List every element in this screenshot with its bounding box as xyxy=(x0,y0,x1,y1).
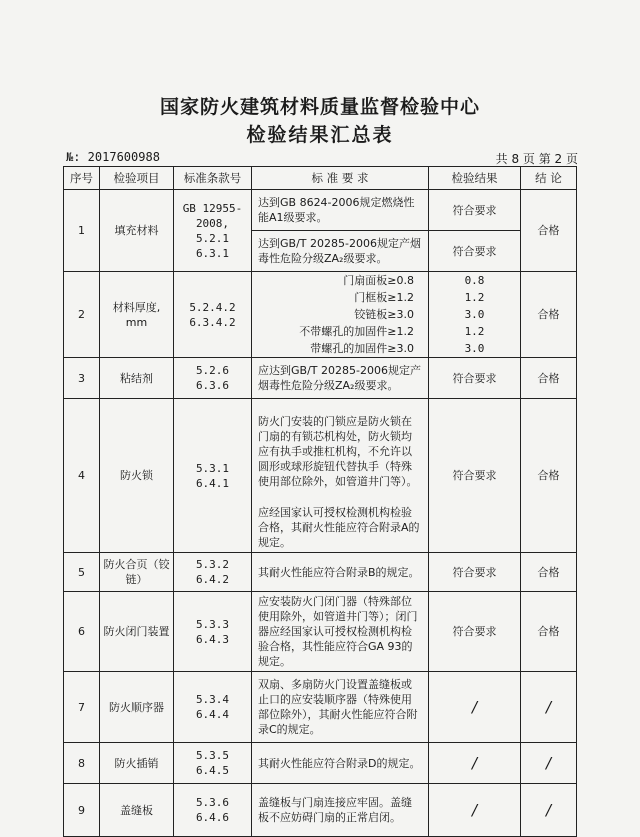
row-number: 6 xyxy=(64,592,100,672)
document-number: №: 2017600988 xyxy=(66,150,160,164)
row-number: 5 xyxy=(64,553,100,592)
col-header-result: 检验结果 xyxy=(429,167,521,190)
conclusion: 合格 xyxy=(521,190,577,272)
row-number: 3 xyxy=(64,358,100,399)
row-number: 4 xyxy=(64,399,100,553)
test-result: 符合要求 xyxy=(429,231,521,272)
requirement: 其耐火性能应符合附录B的规定。 xyxy=(252,553,429,592)
conclusion: / xyxy=(521,672,577,743)
col-header-item: 检验项目 xyxy=(100,167,174,190)
test-result: 符合要求 xyxy=(429,553,521,592)
standard-clause: 5.3.2 6.4.2 xyxy=(174,553,252,592)
standard-clause: 5.2.6 6.3.6 xyxy=(174,358,252,399)
table-row xyxy=(64,553,577,592)
table-row xyxy=(64,358,577,399)
standard-clause: 5.3.6 6.4.6 xyxy=(174,784,252,837)
table-row xyxy=(64,592,577,672)
test-item: 填充材料 xyxy=(100,190,174,272)
test-item: 防火闭门装置 xyxy=(100,592,174,672)
test-result: 符合要求 xyxy=(429,592,521,672)
test-item: 防火合页（铰链） xyxy=(100,553,174,592)
test-item: 防火插销 xyxy=(100,743,174,784)
test-item: 盖缝板 xyxy=(100,784,174,837)
test-result: 符合要求 xyxy=(429,399,521,553)
test-result: / xyxy=(429,784,521,837)
requirement: 达到GB/T 20285-2006规定产烟毒性危险分级ZA₂级要求。 xyxy=(252,231,429,272)
requirement: 应经国家认可授权检测机构检验合格，其耐火性能应符合附录A的规定。 xyxy=(252,503,429,553)
test-result: 符合要求 xyxy=(429,190,521,231)
test-result: 3.0 xyxy=(429,306,521,323)
requirement: 防火门安装的门锁应是防火锁在门扇的有锁芯机构处，防火锁均应有执手或推杠机构，不允许以圆形或球形旋钮代替执手（特殊使用部位除外，如管道井门等）。 xyxy=(252,399,429,504)
row-number: 1 xyxy=(64,190,100,272)
standard-clause: 5.3.5 6.4.5 xyxy=(174,743,252,784)
requirement: 不带螺孔的加固件≥1.2 xyxy=(252,323,429,340)
col-header-conclusion: 结 论 xyxy=(521,167,577,190)
test-result: 3.0 xyxy=(429,340,521,358)
report-subtitle: 检验结果汇总表 xyxy=(246,124,394,146)
conclusion: 合格 xyxy=(521,553,577,592)
test-item: 粘结剂 xyxy=(100,358,174,399)
col-header-clause: 标准条款号 xyxy=(174,167,252,190)
conclusion: 合格 xyxy=(521,272,577,358)
requirement: 门框板≥1.2 xyxy=(252,289,429,306)
conclusion: 合格 xyxy=(521,358,577,399)
test-result: 符合要求 xyxy=(429,358,521,399)
test-item: 防火锁 xyxy=(100,399,174,553)
table-row xyxy=(64,784,577,837)
test-result: / xyxy=(429,672,521,743)
row-number: 8 xyxy=(64,743,100,784)
table-header-row xyxy=(64,167,577,190)
test-item: 防火顺序器 xyxy=(100,672,174,743)
requirement: 双扇、多扇防火门设置盖缝板或止口的应安装顺序器（特殊使用部位除外），其耐火性能应符合附录C的规定。 xyxy=(252,672,429,743)
table-row xyxy=(64,272,577,290)
test-result: / xyxy=(429,743,521,784)
requirement: 带螺孔的加固件≥3.0 xyxy=(252,340,429,358)
standard-clause: GB 12955-2008, 5.2.1 6.3.1 xyxy=(174,190,252,272)
test-result: 1.2 xyxy=(429,289,521,306)
row-number: 7 xyxy=(64,672,100,743)
standard-clause: 5.3.4 6.4.4 xyxy=(174,672,252,743)
standard-clause: 5.3.3 6.4.3 xyxy=(174,592,252,672)
conclusion: 合格 xyxy=(521,592,577,672)
requirement: 应安装防火门闭门器（特殊部位使用除外，如管道井门等）；闭门器应经国家认可授权检测机构检验合格，其性能应符合GA 93的规定。 xyxy=(252,592,429,672)
test-result: 1.2 xyxy=(429,323,521,340)
page-info: 共 8 页 第 2 页 xyxy=(495,152,578,166)
table-row xyxy=(64,743,577,784)
conclusion: / xyxy=(521,784,577,837)
conclusion: 合格 xyxy=(521,399,577,553)
results-table xyxy=(63,166,577,837)
standard-clause: 5.2.4.2 6.3.4.2 xyxy=(174,272,252,358)
col-header-no: 序号 xyxy=(64,167,100,190)
row-number: 9 xyxy=(64,784,100,837)
col-header-requirement: 标 准 要 求 xyxy=(252,167,429,190)
table-row xyxy=(64,672,577,743)
requirement: 其耐火性能应符合附录D的规定。 xyxy=(252,743,429,784)
standard-clause: 5.3.1 6.4.1 xyxy=(174,399,252,553)
table-row xyxy=(64,190,577,231)
row-number: 2 xyxy=(64,272,100,358)
table-row xyxy=(64,399,577,504)
requirement: 达到GB 8624-2006规定燃烧性能A1级要求。 xyxy=(252,190,429,231)
test-item: 材料厚度, mm xyxy=(100,272,174,358)
requirement: 门扇面板≥0.8 xyxy=(252,272,429,290)
conclusion: / xyxy=(521,743,577,784)
test-result: 0.8 xyxy=(429,272,521,290)
report-title: 国家防火建筑材料质量监督检验中心 xyxy=(159,96,480,118)
requirement: 铰链板≥3.0 xyxy=(252,306,429,323)
requirement: 盖缝板与门扇连接应牢固。盖缝板不应妨碍门扇的正常启闭。 xyxy=(252,784,429,837)
requirement: 应达到GB/T 20285-2006规定产烟毒性危险分级ZA₂级要求。 xyxy=(252,358,429,399)
